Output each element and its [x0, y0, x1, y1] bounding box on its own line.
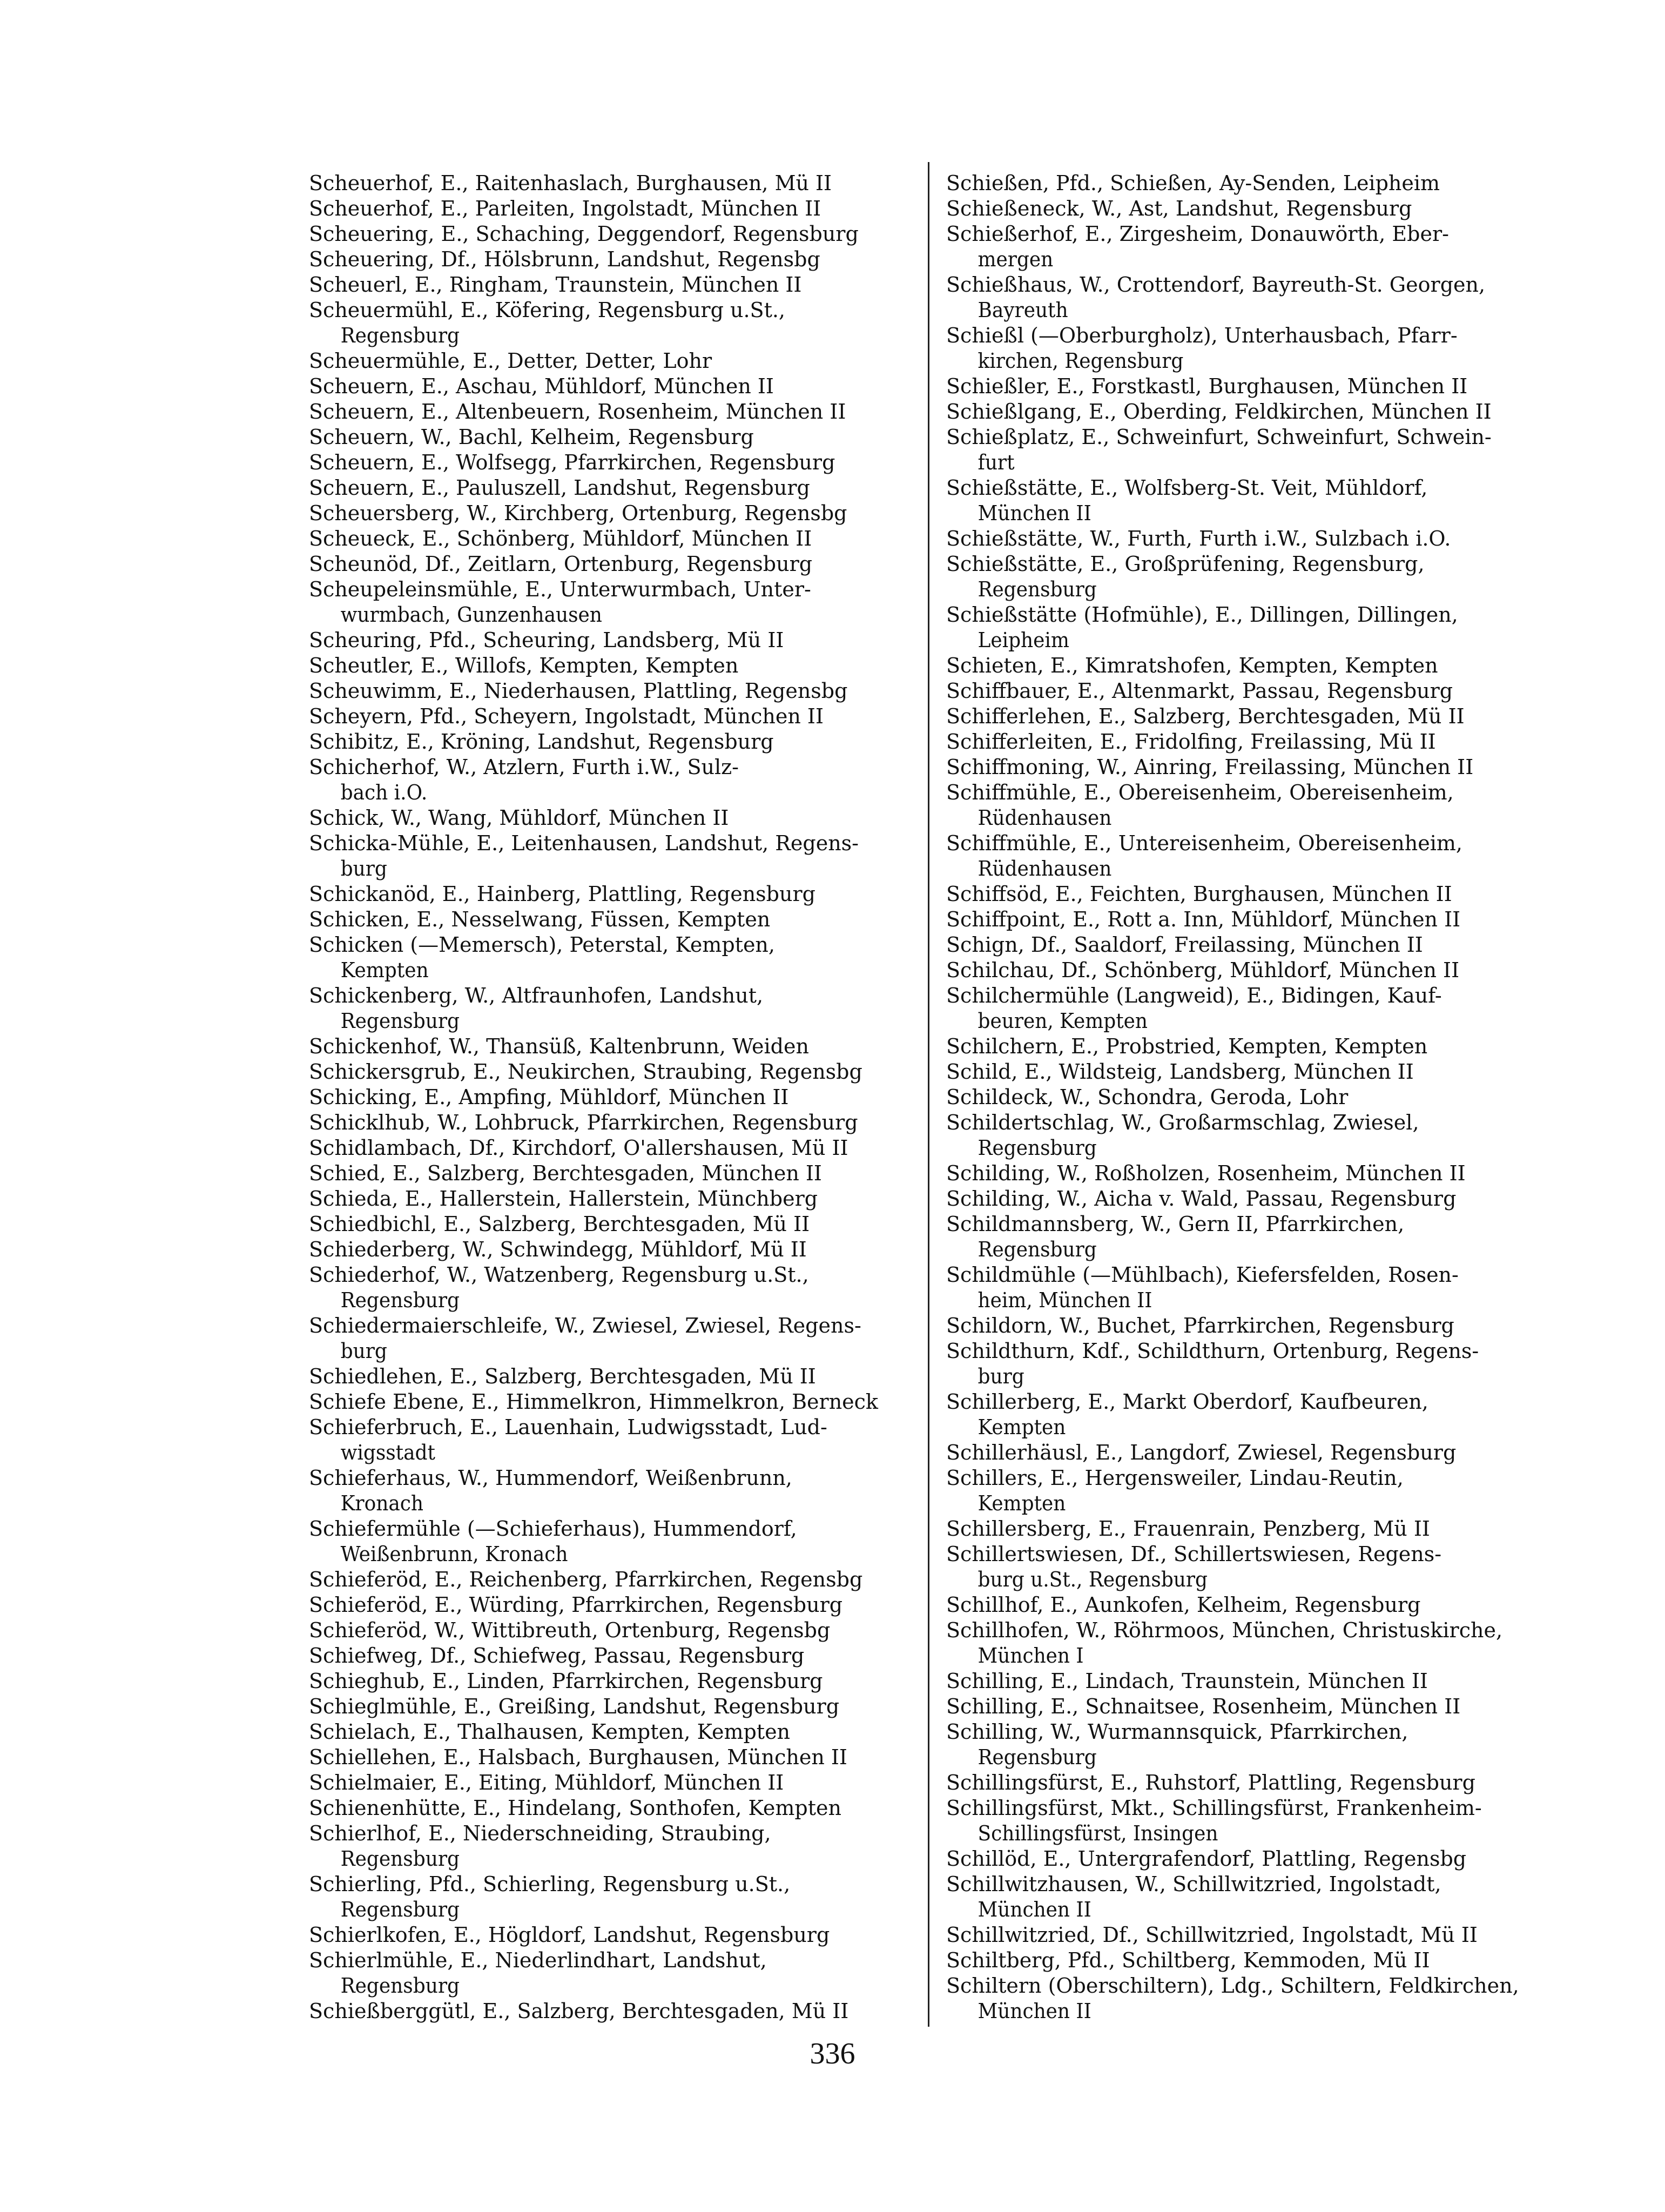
gazetteer-entry — [309, 1161, 919, 1186]
gazetteer-entry — [946, 729, 1546, 755]
entry-line: Schillingsfürst, Mkt., Schillingsfürst, Frankenheim- — [946, 1796, 1482, 1820]
entry-line: Schiefe Ebene, E., Himmelkron, Himmelkron, Berneck — [309, 1390, 878, 1414]
gazetteer-entry — [946, 1846, 1546, 1872]
gazetteer-entry — [309, 1110, 919, 1135]
gazetteer-entry — [309, 1415, 919, 1465]
gazetteer-entry — [946, 1339, 1546, 1389]
gazetteer-entry — [309, 1059, 919, 1085]
gazetteer-entry — [946, 932, 1546, 958]
gazetteer-entry — [309, 1516, 919, 1567]
entry-continuation-line: Rüdenhausen — [978, 857, 1112, 880]
entry-continuation-line: München II — [978, 501, 1091, 525]
gazetteer-entry — [946, 425, 1546, 475]
entry-line: Schillersberg, E., Frauenrain, Penzberg, Mü II — [946, 1517, 1430, 1541]
gazetteer-entry — [946, 1389, 1546, 1440]
gazetteer-entry — [309, 1770, 919, 1796]
entry-continuation-line: bach i.O. — [340, 781, 428, 804]
entry-continuation-line: Regensburg — [978, 1745, 1097, 1769]
entry-line: Schillhof, E., Aunkofen, Kelheim, Regensburg — [946, 1593, 1421, 1617]
entry-continuation-line: burg — [340, 1339, 387, 1363]
gazetteer-entry — [946, 526, 1546, 552]
gazetteer-entry — [309, 1669, 919, 1694]
gazetteer-entry — [946, 1313, 1546, 1339]
entry-line: Schillwitzried, Df., Schillwitzried, Ingolstadt, Mü II — [946, 1923, 1478, 1947]
gazetteer-entry — [309, 374, 919, 399]
entry-line: Schießen, Pfd., Schießen, Ay-Senden, Leipheim — [946, 171, 1440, 195]
gazetteer-entry — [946, 1973, 1546, 2024]
entry-line: Schicking, E., Ampfing, Mühldorf, München II — [309, 1085, 789, 1109]
gazetteer-entry — [309, 1719, 919, 1745]
entry-continuation-line: Regensburg — [340, 1847, 460, 1871]
entry-line: Schieferöd, E., Würding, Pfarrkirchen, Regensburg — [309, 1593, 843, 1617]
gazetteer-entry — [309, 475, 919, 501]
entry-continuation-line: Kempten — [978, 1415, 1066, 1439]
entry-line: Scheuerhof, E., Parleiten, Ingolstadt, München II — [309, 197, 821, 220]
entry-line: Scheuermühl, E., Köfering, Regensburg u.St., — [309, 298, 786, 322]
entry-line: Schiefermühle (—Schieferhaus), Hummendorf, — [309, 1517, 797, 1541]
entry-continuation-line: Regensburg — [340, 1288, 460, 1312]
column-divider — [928, 162, 929, 2027]
entry-line: Scheuersberg, W., Kirchberg, Ortenburg, Regensbg — [309, 501, 847, 525]
gazetteer-entry — [309, 450, 919, 475]
entry-line: Schießeneck, W., Ast, Landshut, Regensburg — [946, 197, 1412, 220]
gazetteer-entry — [946, 171, 1546, 196]
entry-continuation-line: Regensburg — [340, 1009, 460, 1033]
entry-line: Schicklhub, W., Lohbruck, Pfarrkirchen, Regensburg — [309, 1111, 858, 1134]
entry-line: Schildertschlag, W., Großarmschlag, Zwiesel, — [946, 1111, 1419, 1134]
entry-line: Scheuering, Df., Hölsbrunn, Landshut, Regensbg — [309, 247, 820, 271]
entry-line: Scheunöd, Df., Zeitlarn, Ortenburg, Regensburg — [309, 552, 813, 576]
gazetteer-entry — [946, 552, 1546, 602]
page-number: 336 — [810, 2037, 855, 2070]
gazetteer-entry — [946, 1465, 1546, 1516]
entry-line: Schidlambach, Df., Kirchdorf, O'allershausen, Mü II — [309, 1136, 848, 1160]
entry-line: Scheuern, E., Wolfsegg, Pfarrkirchen, Regensburg — [309, 451, 835, 474]
entry-line: Schick, W., Wang, Mühldorf, München II — [309, 806, 729, 830]
entry-line: Schilchern, E., Probstried, Kempten, Kempten — [946, 1034, 1428, 1058]
gazetteer-entry — [309, 1643, 919, 1669]
gazetteer-entry — [946, 196, 1546, 221]
entry-line: Schießplatz, E., Schweinfurt, Schweinfurt, Schwein- — [946, 425, 1492, 449]
gazetteer-entry — [946, 475, 1546, 526]
gazetteer-entry — [946, 374, 1546, 399]
entry-line: Schiederhof, W., Watzenberg, Regensburg u.St., — [309, 1263, 809, 1287]
gazetteer-entry — [946, 678, 1546, 704]
entry-line: Schign, Df., Saaldorf, Freilassing, München II — [946, 933, 1423, 957]
entry-continuation-line: Regensburg — [978, 1238, 1097, 1261]
gazetteer-entry — [309, 1796, 919, 1821]
entry-line: Schickenhof, W., Thansüß, Kaltenbrunn, Weiden — [309, 1034, 809, 1058]
gazetteer-entry — [309, 628, 919, 653]
entry-line: Schicken (—Memersch), Peterstal, Kempten, — [309, 933, 775, 957]
gazetteer-entry — [309, 1694, 919, 1719]
entry-continuation-line: München I — [978, 1644, 1084, 1668]
gazetteer-entry — [309, 1567, 919, 1592]
entry-line: Schillerberg, E., Markt Oberdorf, Kaufbeuren, — [946, 1390, 1428, 1414]
entry-line: Schießstätte (Hofmühle), E., Dillingen, Dillingen, — [946, 603, 1458, 627]
gazetteer-entry — [309, 1135, 919, 1161]
gazetteer-entry — [309, 1034, 919, 1059]
entry-continuation-line: Rüdenhausen — [978, 806, 1112, 830]
gazetteer-entry — [309, 1085, 919, 1110]
gazetteer-entry — [946, 1719, 1546, 1770]
gazetteer-entry — [946, 958, 1546, 983]
right-column — [946, 171, 1546, 2024]
gazetteer-entry — [309, 1313, 919, 1364]
gazetteer-entry — [946, 1110, 1546, 1161]
gazetteer-entry — [946, 1542, 1546, 1592]
entry-line: Schicken, E., Nesselwang, Füssen, Kempten — [309, 907, 771, 931]
entry-continuation-line: Regensburg — [340, 1974, 460, 1998]
entry-line: Schildmannsberg, W., Gern II, Pfarrkirchen, — [946, 1212, 1405, 1236]
entry-continuation-line: Kronach — [340, 1491, 424, 1515]
entry-continuation-line: München II — [978, 1898, 1091, 1921]
gazetteer-entry — [946, 1669, 1546, 1694]
gazetteer-entry — [946, 1618, 1546, 1669]
entry-line: Scheuern, W., Bachl, Kelheim, Regensburg — [309, 425, 754, 449]
entry-line: Scheuerl, E., Ringham, Traunstein, München II — [309, 273, 802, 297]
entry-line: Schillertswiesen, Df., Schillertswiesen, Regens- — [946, 1542, 1442, 1566]
entry-line: Schillhofen, W., Röhrmoos, München, Christuskirche, — [946, 1618, 1503, 1642]
entry-line: Schifferleiten, E., Fridolfing, Freilassing, Mü II — [946, 730, 1436, 754]
entry-line: Schießstätte, E., Wolfsberg-St. Veit, Mühldorf, — [946, 476, 1428, 500]
gazetteer-entry — [309, 704, 919, 729]
entry-line: Schierlmühle, E., Niederlindhart, Landshut, — [309, 1948, 767, 1972]
entry-line: Schillerhäusl, E., Langdorf, Zwiesel, Regensburg — [946, 1441, 1457, 1464]
entry-line: Schillingsfürst, E., Ruhstorf, Plattling, Regensburg — [946, 1771, 1475, 1794]
entry-line: Schicka-Mühle, E., Leitenhausen, Landshut, Regens- — [309, 831, 859, 855]
gazetteer-entry — [946, 323, 1546, 374]
gazetteer-entry — [309, 831, 919, 882]
gazetteer-entry — [309, 348, 919, 374]
entry-line: Schillöd, E., Untergrafendorf, Plattling, Regensbg — [946, 1847, 1467, 1871]
gazetteer-entry — [309, 425, 919, 450]
gazetteer-entry — [946, 1085, 1546, 1110]
gazetteer-entry — [946, 831, 1546, 882]
gazetteer-entry — [309, 171, 919, 196]
entry-continuation-line: wurmbach, Gunzenhausen — [340, 603, 602, 627]
entry-line: Schiltern (Oberschiltern), Ldg., Schiltern, Feldkirchen, — [946, 1974, 1519, 1998]
gazetteer-entry — [309, 1618, 919, 1643]
gazetteer-entry — [309, 552, 919, 577]
entry-line: Schieferöd, E., Reichenberg, Pfarrkirchen, Regensbg — [309, 1568, 863, 1591]
gazetteer-entry — [946, 907, 1546, 932]
entry-continuation-line: burg — [978, 1364, 1024, 1388]
entry-line: Schieferöd, W., Wittibreuth, Ortenburg, Regensbg — [309, 1618, 831, 1642]
gazetteer-entry — [309, 1872, 919, 1922]
entry-line: Schiffpoint, E., Rott a. Inn, Mühldorf, München II — [946, 907, 1461, 931]
gazetteer-entry — [309, 1821, 919, 1872]
entry-line: Schieghub, E., Linden, Pfarrkirchen, Regensburg — [309, 1669, 823, 1693]
entry-continuation-line: Regensburg — [340, 1898, 460, 1921]
entry-line: Schickersgrub, E., Neukirchen, Straubing, Regensbg — [309, 1060, 862, 1084]
gazetteer-entry — [309, 729, 919, 755]
entry-line: Schilchermühle (Langweid), E., Bidingen, Kauf- — [946, 984, 1442, 1007]
gazetteer-entry — [309, 1389, 919, 1415]
entry-line: Schießlgang, E., Oberding, Feldkirchen, München II — [946, 400, 1492, 423]
gazetteer-entry — [309, 1948, 919, 1999]
gazetteer-entry — [946, 653, 1546, 678]
gazetteer-entry — [309, 983, 919, 1034]
entry-continuation-line: heim, München II — [978, 1288, 1152, 1312]
entry-continuation-line: Kempten — [340, 958, 429, 982]
gazetteer-entry — [309, 1745, 919, 1770]
gazetteer-entry — [946, 1440, 1546, 1465]
entry-line: Scheueck, E., Schönberg, Mühldorf, München II — [309, 527, 812, 550]
entry-line: Schilchau, Df., Schönberg, Mühldorf, München II — [946, 958, 1460, 982]
entry-line: Schierlhof, E., Niederschneiding, Straubing, — [309, 1821, 771, 1845]
entry-line: Schildeck, W., Schondra, Geroda, Lohr — [946, 1085, 1349, 1109]
entry-continuation-line: Regensburg — [978, 577, 1097, 601]
entry-line: Schiffmühle, E., Untereisenheim, Obereisenheim, — [946, 831, 1462, 855]
gazetteer-entry — [309, 1592, 919, 1618]
entry-line: Schifferlehen, E., Salzberg, Berchtesgaden, Mü II — [946, 704, 1465, 728]
entry-continuation-line: Bayreuth — [978, 298, 1068, 322]
entry-line: Scheuring, Pfd., Scheuring, Landsberg, Mü II — [309, 628, 784, 652]
gazetteer-entry — [946, 1034, 1546, 1059]
entry-continuation-line: burg u.St., Regensburg — [978, 1568, 1208, 1591]
gazetteer-entry — [946, 1922, 1546, 1948]
entry-line: Schilding, W., Roßholzen, Rosenheim, München II — [946, 1161, 1466, 1185]
gazetteer-entry — [309, 1364, 919, 1389]
gazetteer-entry — [309, 1465, 919, 1516]
entry-line: Scheuern, E., Pauluszell, Landshut, Regensburg — [309, 476, 810, 500]
entry-line: Schieda, E., Hallerstein, Hallerstein, Münchberg — [309, 1187, 818, 1211]
entry-continuation-line: Leipheim — [978, 628, 1069, 652]
entry-continuation-line: Weißenbrunn, Kronach — [340, 1542, 568, 1566]
gazetteer-entry — [309, 501, 919, 526]
gazetteer-entry — [946, 602, 1546, 653]
entry-line: Scheuwimm, E., Niederhausen, Plattling, Regensbg — [309, 679, 848, 703]
entry-continuation-line: wigsstadt — [340, 1441, 435, 1464]
entry-line: Schießstätte, E., Großprüfening, Regensburg, — [946, 552, 1425, 576]
gazetteer-entry — [946, 221, 1546, 272]
entry-continuation-line: Regensburg — [340, 324, 460, 347]
gazetteer-entry — [309, 678, 919, 704]
gazetteer-entry — [946, 1948, 1546, 1973]
gazetteer-entry — [309, 1212, 919, 1237]
gazetteer-entry — [309, 882, 919, 907]
gazetteer-entry — [309, 1262, 919, 1313]
gazetteer-entry — [946, 704, 1546, 729]
entry-line: Scheuerhof, E., Raitenhaslach, Burghausen, Mü II — [309, 171, 832, 195]
entry-line: Schilling, W., Wurmannsquick, Pfarrkirchen, — [946, 1720, 1408, 1744]
gazetteer-entry — [946, 1592, 1546, 1618]
entry-line: Schildorn, W., Buchet, Pfarrkirchen, Regensburg — [946, 1314, 1454, 1337]
gazetteer-entry — [309, 577, 919, 628]
entry-continuation-line: furt — [978, 451, 1015, 474]
entry-line: Schießhaus, W., Crottendorf, Bayreuth-St. Georgen, — [946, 273, 1486, 297]
entry-continuation-line: Kempten — [978, 1491, 1066, 1515]
entry-continuation-line: beuren, Kempten — [978, 1009, 1148, 1033]
entry-line: Scheupeleinsmühle, E., Unterwurmbach, Unter- — [309, 577, 811, 601]
entry-line: Schildthurn, Kdf., Schildthurn, Ortenburg, Regens- — [946, 1339, 1479, 1363]
entry-line: Schießerhof, E., Zirgesheim, Donauwörth, Eber- — [946, 222, 1449, 246]
entry-line: Schiellehen, E., Halsbach, Burghausen, München II — [309, 1745, 847, 1769]
entry-line: Schilling, E., Lindach, Traunstein, München II — [946, 1669, 1428, 1693]
gazetteer-entry — [946, 272, 1546, 323]
entry-continuation-line: kirchen, Regensburg — [978, 349, 1184, 373]
gazetteer-entry — [309, 526, 919, 552]
entry-line: Schienenhütte, E., Hindelang, Sonthofen, Kempten — [309, 1796, 841, 1820]
entry-line: Schied, E., Salzberg, Berchtesgaden, München II — [309, 1161, 822, 1185]
entry-line: Schießl (—Oberburgholz), Unterhausbach, Pfarr- — [946, 324, 1458, 347]
gazetteer-entry — [946, 1516, 1546, 1542]
entry-line: Schickanöd, E., Hainberg, Plattling, Regensburg — [309, 882, 815, 906]
entry-line: Schiltberg, Pfd., Schiltberg, Kemmoden, Mü II — [946, 1948, 1430, 1972]
gazetteer-entry — [946, 1161, 1546, 1186]
entry-line: Schillers, E., Hergensweiler, Lindau-Reutin, — [946, 1466, 1404, 1490]
gazetteer-entry — [946, 1262, 1546, 1313]
gazetteer-entry — [309, 1999, 919, 2024]
entry-line: Schiedbichl, E., Salzberg, Berchtesgaden, Mü II — [309, 1212, 810, 1236]
entry-line: Schießberggütl, E., Salzberg, Berchtesgaden, Mü II — [309, 1999, 849, 2023]
entry-line: Schillwitzhausen, W., Schillwitzried, Ingolstadt, — [946, 1872, 1441, 1896]
entry-line: Scheuern, E., Altenbeuern, Rosenheim, München II — [309, 400, 846, 423]
entry-line: Schibitz, E., Kröning, Landshut, Regensburg — [309, 730, 774, 754]
entry-line: Schiedermaierschleife, W., Zwiesel, Zwiesel, Regens- — [309, 1314, 861, 1337]
entry-line: Schicherhof, W., Atzlern, Furth i.W., Sulz- — [309, 755, 739, 779]
gazetteer-entry — [946, 780, 1546, 831]
entry-continuation-line: mergen — [978, 247, 1054, 271]
gazetteer-entry — [309, 1922, 919, 1948]
gazetteer-entry — [309, 247, 919, 272]
entry-line: Schilding, W., Aicha v. Wald, Passau, Regensburg — [946, 1187, 1457, 1211]
entry-line: Schiedlehen, E., Salzberg, Berchtesgaden, Mü II — [309, 1364, 816, 1388]
gazetteer-entry — [309, 805, 919, 831]
entry-line: Scheyern, Pfd., Scheyern, Ingolstadt, München II — [309, 704, 824, 728]
gazetteer-entry — [946, 1796, 1546, 1846]
gazetteer-entry — [309, 399, 919, 425]
entry-line: Schieten, E., Kimratshofen, Kempten, Kempten — [946, 654, 1438, 677]
entry-line: Schiffbauer, E., Altenmarkt, Passau, Regensburg — [946, 679, 1453, 703]
gazetteer-entry — [309, 755, 919, 805]
entry-continuation-line: burg — [340, 857, 387, 880]
entry-line: Schiefweg, Df., Schiefweg, Passau, Regensburg — [309, 1644, 805, 1668]
entry-continuation-line: Schillingsfürst, Insingen — [978, 1821, 1218, 1845]
gazetteer-entry — [309, 196, 919, 221]
gazetteer-entry — [309, 1186, 919, 1212]
entry-line: Schild, E., Wildsteig, Landsberg, München II — [946, 1060, 1414, 1084]
gazetteer-entry — [946, 1186, 1546, 1212]
entry-line: Schiederberg, W., Schwindegg, Mühldorf, Mü II — [309, 1238, 807, 1261]
gazetteer-entry — [946, 1059, 1546, 1085]
gazetteer-entry — [309, 298, 919, 348]
entry-line: Scheutler, E., Willofs, Kempten, Kempten — [309, 654, 739, 677]
gazetteer-entry — [309, 1237, 919, 1262]
gazetteer-entry — [946, 1872, 1546, 1922]
gazetteer-entry — [946, 882, 1546, 907]
entry-continuation-line: München II — [978, 1999, 1091, 2023]
gazetteer-entry — [309, 932, 919, 983]
entry-line: Schieferbruch, E., Lauenhain, Ludwigsstadt, Lud- — [309, 1415, 827, 1439]
entry-line: Schierling, Pfd., Schierling, Regensburg u.St., — [309, 1872, 791, 1896]
left-column — [309, 171, 919, 2024]
entry-line: Schierlkofen, E., Högldorf, Landshut, Regensburg — [309, 1923, 830, 1947]
entry-line: Schielach, E., Thalhausen, Kempten, Kempten — [309, 1720, 791, 1744]
gazetteer-entry — [309, 653, 919, 678]
entry-line: Schielmaier, E., Eiting, Mühldorf, München II — [309, 1771, 784, 1794]
entry-line: Schieglmühle, E., Greißing, Landshut, Regensburg — [309, 1695, 840, 1718]
entry-line: Schiffsöd, E., Feichten, Burghausen, München II — [946, 882, 1452, 906]
entry-line: Schiffmoning, W., Ainring, Freilassing, München II — [946, 755, 1474, 779]
gazetteer-entry — [309, 221, 919, 247]
entry-line: Schildmühle (—Mühlbach), Kiefersfelden, Rosen- — [946, 1263, 1459, 1287]
gazetteer-entry — [946, 755, 1546, 780]
entry-line: Schiffmühle, E., Obereisenheim, Obereisenheim, — [946, 781, 1454, 804]
entry-line: Scheuering, E., Schaching, Deggendorf, Regensburg — [309, 222, 859, 246]
entry-line: Schickenberg, W., Altfraunhofen, Landshut, — [309, 984, 764, 1007]
entry-continuation-line: Regensburg — [978, 1136, 1097, 1160]
gazetteer-entry — [946, 399, 1546, 425]
entry-line: Schilling, E., Schnaitsee, Rosenheim, München II — [946, 1695, 1461, 1718]
entry-line: Schießstätte, W., Furth, Furth i.W., Sulzbach i.O. — [946, 527, 1451, 550]
entry-line: Schießler, E., Forstkastl, Burghausen, München II — [946, 374, 1468, 398]
entry-line: Scheuermühle, E., Detter, Detter, Lohr — [309, 349, 712, 373]
gazetteer-entry — [946, 1694, 1546, 1719]
gazetteer-entry — [309, 272, 919, 298]
gazetteer-entry — [946, 983, 1546, 1034]
gazetteer-entry — [946, 1212, 1546, 1262]
gazetteer-entry — [946, 1770, 1546, 1796]
gazetteer-entry — [309, 907, 919, 932]
entry-line: Schieferhaus, W., Hummendorf, Weißenbrunn, — [309, 1466, 792, 1490]
entry-line: Scheuern, E., Aschau, Mühldorf, München II — [309, 374, 774, 398]
